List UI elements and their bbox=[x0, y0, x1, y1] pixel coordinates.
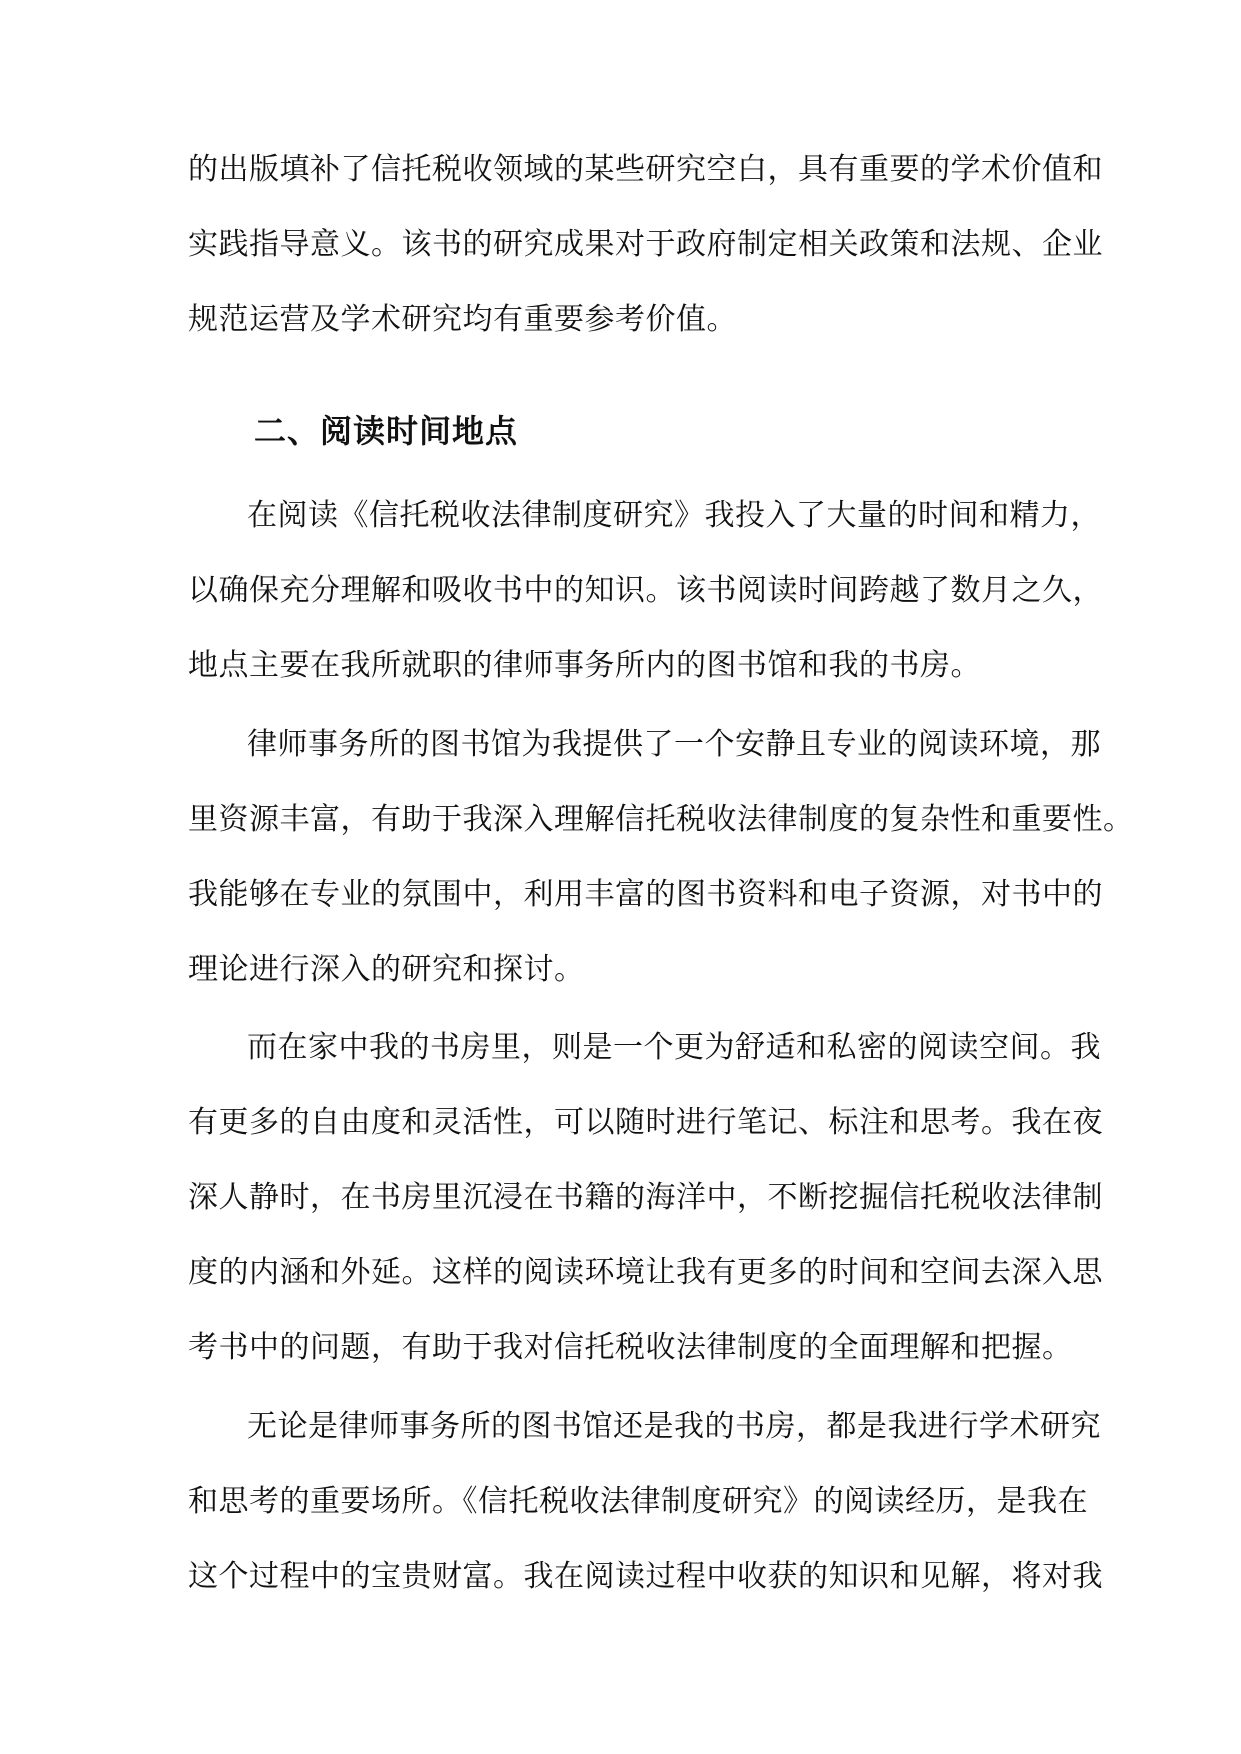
paragraph-1-line-2: 以确保充分理解和吸收书中的知识。该书阅读时间跨越了数月之久， bbox=[188, 573, 1103, 608]
intro-line-3: 规范运营及学术研究均有重要参考价值。 bbox=[188, 302, 737, 337]
paragraph-4-line-1: 无论是律师事务所的图书馆还是我的书房，都是我进行学术研究 bbox=[247, 1409, 1101, 1444]
intro-line-1: 的出版填补了信托税收领域的某些研究空白，具有重要的学术价值和 bbox=[188, 152, 1103, 187]
paragraph-2-line-1: 律师事务所的图书馆为我提供了一个安静且专业的阅读环境，那 bbox=[247, 727, 1101, 762]
paragraph-2-line-2: 里资源丰富，有助于我深入理解信托税收法律制度的复杂性和重要性。 bbox=[188, 802, 1134, 837]
paragraph-4-line-2: 和思考的重要场所。《信托税收法律制度研究》的阅读经历，是我在 bbox=[188, 1484, 1088, 1519]
section-heading: 二、阅读时间地点 bbox=[254, 412, 519, 450]
paragraph-2-line-3: 我能够在专业的氛围中，利用丰富的图书资料和电子资源，对书中的 bbox=[188, 877, 1103, 912]
paragraph-3-line-1: 而在家中我的书房里，则是一个更为舒适和私密的阅读空间。我 bbox=[247, 1030, 1101, 1065]
paragraph-3-line-4: 度的内涵和外延。这样的阅读环境让我有更多的时间和空间去深入思 bbox=[188, 1255, 1103, 1290]
paragraph-2-line-4: 理论进行深入的研究和探讨。 bbox=[188, 952, 585, 987]
paragraph-3-line-3: 深人静时，在书房里沉浸在书籍的海洋中，不断挖掘信托税收法律制 bbox=[188, 1180, 1103, 1215]
paragraph-1-line-3: 地点主要在我所就职的律师事务所内的图书馆和我的书房。 bbox=[188, 648, 981, 683]
paragraph-3-line-5: 考书中的问题，有助于我对信托税收法律制度的全面理解和把握。 bbox=[188, 1330, 1073, 1365]
paragraph-4-line-3: 这个过程中的宝贵财富。我在阅读过程中收获的知识和见解，将对我 bbox=[188, 1559, 1103, 1594]
intro-line-2: 实践指导意义。该书的研究成果对于政府制定相关政策和法规、企业 bbox=[188, 227, 1103, 262]
paragraph-3-line-2: 有更多的自由度和灵活性，可以随时进行笔记、标注和思考。我在夜 bbox=[188, 1105, 1103, 1140]
paragraph-1-line-1: 在阅读《信托税收法律制度研究》我投入了大量的时间和精力， bbox=[247, 498, 1101, 533]
